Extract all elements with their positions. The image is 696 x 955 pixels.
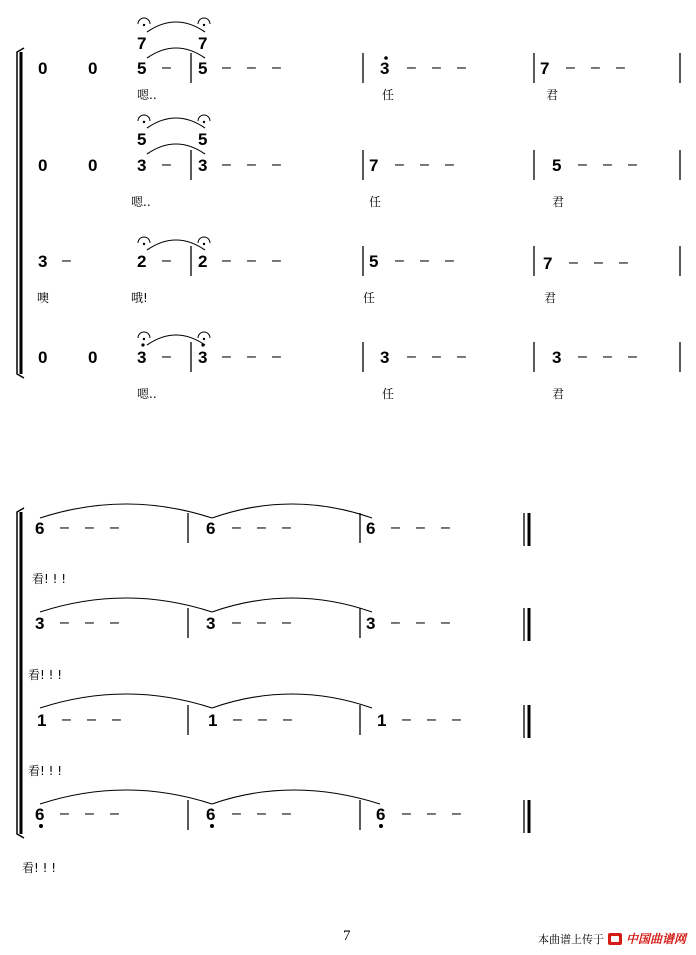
note: 6 — [206, 519, 216, 538]
barlines-lower — [188, 513, 529, 833]
dash: – — [162, 156, 171, 173]
site-logo-icon — [608, 933, 622, 945]
dash: – — [566, 59, 575, 76]
site-logo-text[interactable]: 中国曲谱网 — [625, 932, 686, 946]
lyric: 嗯.. — [137, 387, 157, 401]
note: 0 — [38, 59, 48, 78]
chord-note: 5 — [198, 130, 208, 149]
note: 3 — [380, 59, 390, 78]
dash: – — [257, 805, 266, 822]
dash: – — [416, 519, 425, 536]
dash: – — [445, 156, 454, 173]
dash: – — [407, 59, 416, 76]
dash: – — [110, 805, 119, 822]
lyric: 哦! — [131, 291, 148, 305]
note: 3 — [137, 156, 147, 175]
dash: – — [62, 711, 71, 728]
note: 0 — [38, 156, 48, 175]
lyric: 嗯.. — [131, 195, 151, 209]
ties-lower — [40, 504, 380, 804]
dash: – — [282, 519, 291, 536]
dash: – — [441, 519, 450, 536]
dash: – — [457, 59, 466, 76]
note: 5 — [198, 59, 208, 78]
note: 6 — [366, 519, 376, 538]
dash: – — [232, 519, 241, 536]
chord-note: 7 — [137, 34, 147, 53]
note: 0 — [38, 348, 48, 367]
note: 1 — [37, 711, 47, 730]
dash: – — [616, 59, 625, 76]
note: 0 — [88, 348, 98, 367]
note: 2 — [198, 252, 208, 271]
lyric: 噢 — [37, 291, 50, 305]
dash: – — [282, 805, 291, 822]
dash: – — [395, 252, 404, 269]
dash: – — [628, 156, 637, 173]
dash: – — [62, 252, 71, 269]
note: 7 — [540, 59, 550, 78]
dash: – — [441, 614, 450, 631]
dash: – — [222, 252, 231, 269]
dash: – — [247, 59, 256, 76]
dash: – — [420, 252, 429, 269]
lyric: 任 — [369, 195, 382, 209]
lyric: 君 — [544, 291, 557, 305]
dash: – — [578, 348, 587, 365]
note: 0 — [88, 156, 98, 175]
note: 3 — [366, 614, 376, 633]
dash: – — [457, 348, 466, 365]
note: 7 — [543, 254, 553, 273]
dash: – — [247, 156, 256, 173]
dash: – — [603, 156, 612, 173]
note: 7 — [369, 156, 379, 175]
note: 3 — [380, 348, 390, 367]
note: 1 — [208, 711, 218, 730]
dash: – — [272, 59, 281, 76]
note: 3 — [35, 614, 45, 633]
dash: – — [60, 519, 69, 536]
dash: – — [232, 805, 241, 822]
dash: – — [222, 156, 231, 173]
lyric: 看! ! ! — [28, 764, 63, 778]
note: 1 — [377, 711, 387, 730]
ties-upper — [147, 22, 208, 345]
note: 5 — [137, 59, 147, 78]
dash: – — [395, 156, 404, 173]
fermata-dots — [143, 24, 208, 340]
note: 5 — [369, 252, 379, 271]
dash: – — [85, 519, 94, 536]
dash: – — [85, 614, 94, 631]
dash: – — [222, 59, 231, 76]
note: 3 — [38, 252, 48, 271]
dash: – — [452, 711, 461, 728]
lyric: 任 — [363, 291, 376, 305]
dash: – — [162, 252, 171, 269]
dash: – — [282, 614, 291, 631]
dash: – — [432, 348, 441, 365]
dash: – — [272, 252, 281, 269]
dash: – — [247, 348, 256, 365]
note: 6 — [206, 805, 216, 824]
dash: – — [110, 519, 119, 536]
dash: – — [452, 805, 461, 822]
dash: – — [60, 805, 69, 822]
dash: – — [591, 59, 600, 76]
note: 6 — [35, 805, 45, 824]
dash: – — [420, 156, 429, 173]
note: 2 — [137, 252, 147, 271]
dash: – — [272, 156, 281, 173]
lyric: 嗯.. — [137, 88, 157, 102]
dash: – — [603, 348, 612, 365]
dash: – — [391, 614, 400, 631]
dash: – — [407, 348, 416, 365]
dash: – — [427, 711, 436, 728]
dash: – — [110, 614, 119, 631]
dash: – — [432, 59, 441, 76]
lyric: 看! ! ! — [22, 861, 57, 875]
barlines-upper — [191, 53, 680, 372]
note: 3 — [206, 614, 216, 633]
upload-text: 本曲谱上传于 — [537, 932, 604, 946]
dash: – — [112, 711, 121, 728]
lyric: 君 — [552, 195, 565, 209]
dash: – — [427, 805, 436, 822]
lyric: 君 — [552, 387, 565, 401]
chord-note: 5 — [137, 130, 147, 149]
note: 3 — [198, 156, 208, 175]
lyric: 任 — [382, 88, 395, 102]
note: 3 — [552, 348, 562, 367]
dash: – — [85, 805, 94, 822]
note: 6 — [376, 805, 386, 824]
dash: – — [416, 614, 425, 631]
dash: – — [247, 252, 256, 269]
dash: – — [162, 348, 171, 365]
note: 5 — [552, 156, 562, 175]
dash: – — [569, 254, 578, 271]
dash: – — [257, 519, 266, 536]
page-number: 7 — [343, 928, 351, 944]
dash: – — [445, 252, 454, 269]
dash: – — [391, 519, 400, 536]
chord-note: 7 — [198, 34, 208, 53]
lyric: 君 — [546, 88, 559, 102]
note: 3 — [137, 348, 147, 367]
dash: – — [402, 711, 411, 728]
footer-credit — [538, 930, 686, 947]
dash: – — [60, 614, 69, 631]
dash: – — [272, 348, 281, 365]
dash: – — [628, 348, 637, 365]
dash: – — [258, 711, 267, 728]
dash: – — [578, 156, 587, 173]
dash: – — [619, 254, 628, 271]
dash: – — [233, 711, 242, 728]
dash: – — [222, 348, 231, 365]
lyric: 任 — [382, 387, 395, 401]
dash: – — [232, 614, 241, 631]
dash: – — [87, 711, 96, 728]
dash: – — [257, 614, 266, 631]
dash: – — [283, 711, 292, 728]
note: 0 — [88, 59, 98, 78]
note: 3 — [198, 348, 208, 367]
lyric: 看! ! ! — [32, 572, 67, 586]
dash: – — [402, 805, 411, 822]
dash: – — [162, 59, 171, 76]
note: 6 — [35, 519, 45, 538]
dash: – — [594, 254, 603, 271]
lyric: 看! ! ! — [28, 668, 63, 682]
